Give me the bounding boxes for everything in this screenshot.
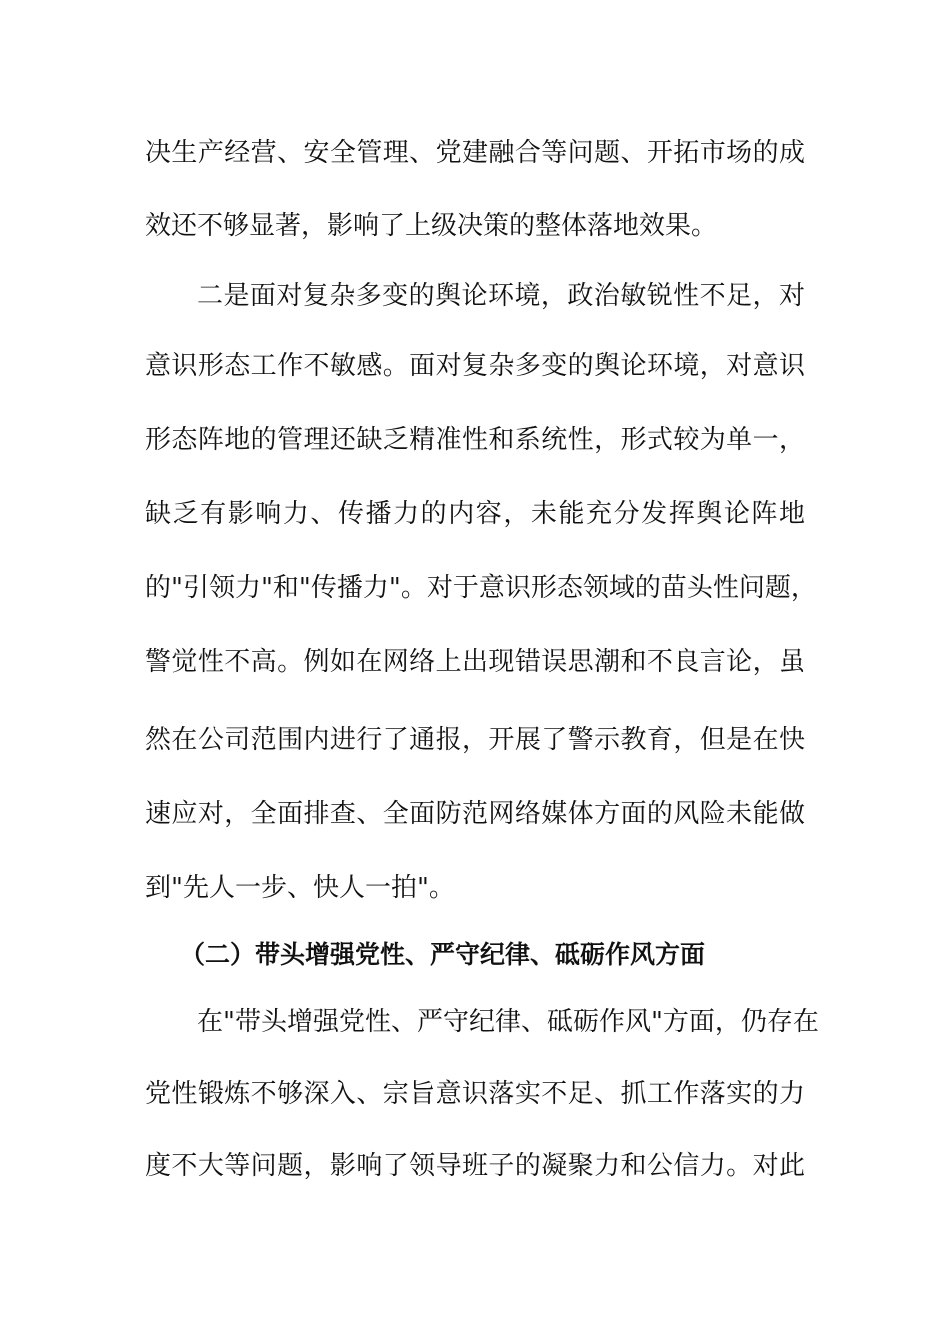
text-line: 决生产经营、安全管理、党建融合等问题、开拓市场的成 [145,138,805,168]
text-line: 度不大等问题，影响了领导班子的凝聚力和公信力。对此 [145,1151,805,1181]
text-line: 然在公司范围内进行了通报，开展了警示教育，但是在快 [145,725,805,755]
text-line: 形态阵地的管理还缺乏精准性和系统性，形式较为单一， [145,425,805,455]
text-line: 党性锻炼不够深入、宗旨意识落实不足、抓工作落实的力 [145,1079,805,1109]
text-line: 速应对，全面排查、全面防范网络媒体方面的风险未能做 [145,799,805,829]
text-line: 二是面对复杂多变的舆论环境，政治敏锐性不足，对 [197,281,805,311]
text-line: 缺乏有影响力、传播力的内容，未能充分发挥舆论阵地 [145,499,805,529]
text-line: 警觉性不高。例如在网络上出现错误思潮和不良言论，虽 [145,647,805,677]
text-line: 的"引领力"和"传播力"。对于意识形态领域的苗头性问题， [145,573,817,603]
text-line: 效还不够显著，影响了上级决策的整体落地效果。 [145,211,718,241]
text-line: 在"带头增强党性、严守纪律、砥砺作风"方面，仍存在 [197,1007,819,1037]
text-line: 到"先人一步、快人一拍"。 [145,873,455,903]
text-line: 意识形态工作不敏感。面对复杂多变的舆论环境，对意识 [145,351,805,381]
section-heading: （二）带头增强党性、严守纪律、砥砺作风方面 [180,940,706,969]
